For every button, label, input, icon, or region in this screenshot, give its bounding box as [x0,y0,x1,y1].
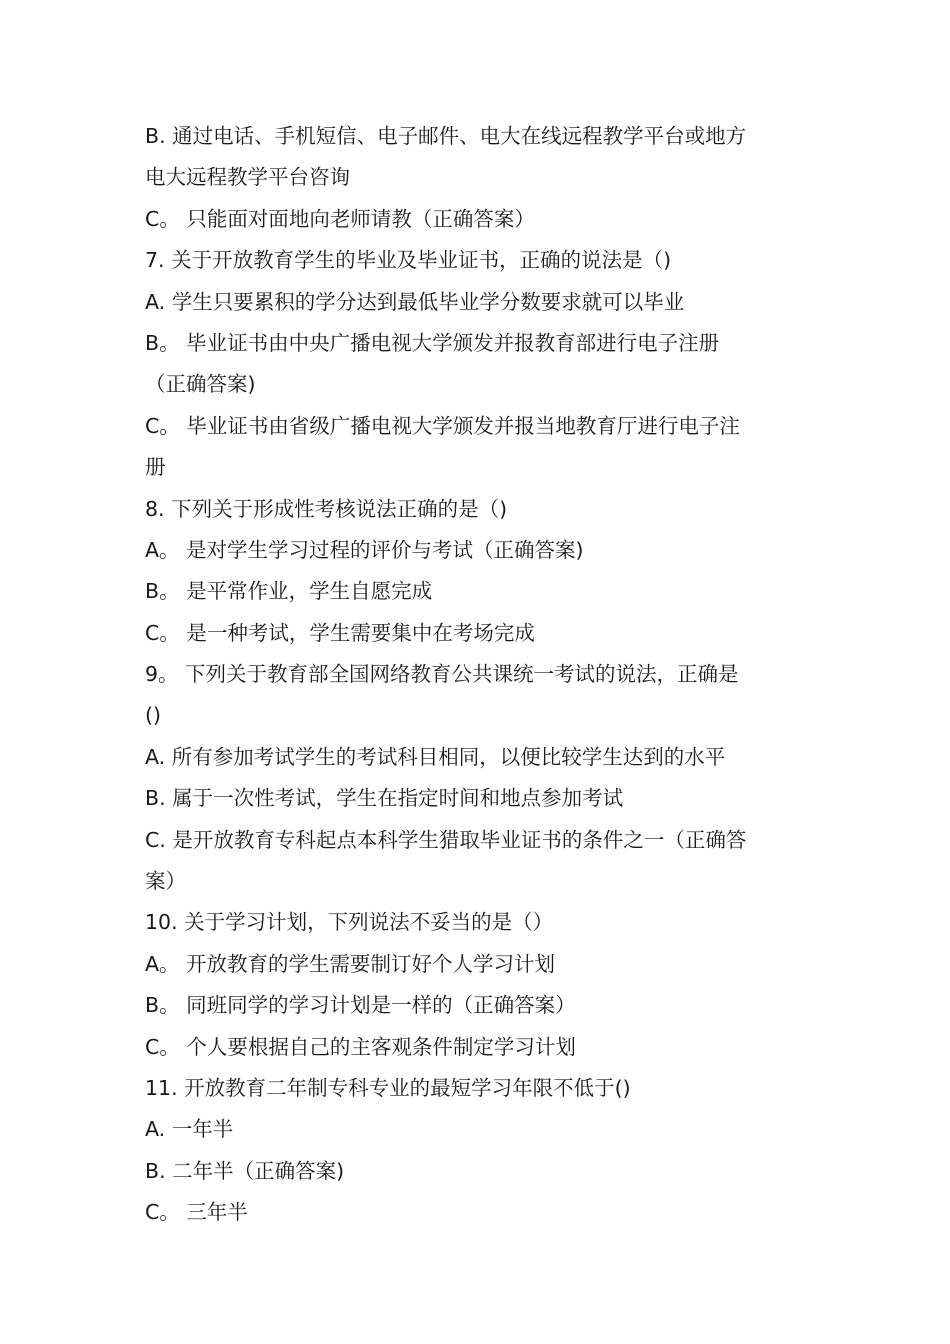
option-line: A. 学生只要累积的学分达到最低毕业学分数要求就可以毕业 [145,289,685,314]
option-line-continued: 册 [145,455,166,480]
option-line: B。 同班同学的学习计划是一样的（正确答案） [145,993,576,1018]
option-line: B。 毕业证书由中央广播电视大学颁发并报教育部进行电子注册 [145,330,720,355]
option-line: B. 属于一次性考试，学生在指定时间和地点参加考试 [145,786,624,811]
document-body [145,116,805,1234]
question-line: 7. 关于开放教育学生的毕业及毕业证书，正确的说法是（) [145,248,672,273]
question-line: 10. 关于学习计划，下列说法不妥当的是（） [145,910,554,935]
option-line: B. 通过电话、手机短信、电子邮件、电大在线远程教学平台或地方 [145,124,747,148]
option-line: C。 是一种考试，学生需要集中在考场完成 [145,620,535,645]
option-line: A。 是对学生学习过程的评价与考试（正确答案) [145,537,584,562]
question-line: 9。 下列关于教育部全国网络教育公共课统一考试的说法，正确是 [145,662,739,687]
option-line-continued: 案） [145,869,186,894]
option-line: C. 是开放教育专科起点本科学生猎取毕业证书的条件之一（正确答 [145,827,747,852]
question-line: 11. 开放教育二年制专科专业的最短学习年限不低于() [145,1075,631,1100]
question-line-continued: () [145,703,161,728]
option-line: A. 所有参加考试学生的考试科目相同，以便比较学生达到的水平 [145,744,726,769]
option-line: A. 一年半 [145,1117,234,1142]
option-line-continued: 电大远程教学平台咨询 [145,165,350,190]
option-line: C。 个人要根据自己的主客观条件制定学习计划 [145,1034,576,1059]
question-line: 8. 下列关于形成性考核说法正确的是（) [145,496,508,521]
option-line: C。 只能面对面地向老师请教（正确答案） [145,206,535,231]
option-line: C。 毕业证书由省级广播电视大学颁发并报当地教育厅进行电子注 [145,413,740,438]
option-line-continued: （正确答案) [145,372,256,397]
option-line: A。 开放教育的学生需要制订好个人学习计划 [145,951,556,976]
option-line: B. 二年半（正确答案) [145,1158,345,1183]
option-line: C。 三年半 [145,1200,248,1225]
option-line: B。 是平常作业，学生自愿完成 [145,579,433,604]
